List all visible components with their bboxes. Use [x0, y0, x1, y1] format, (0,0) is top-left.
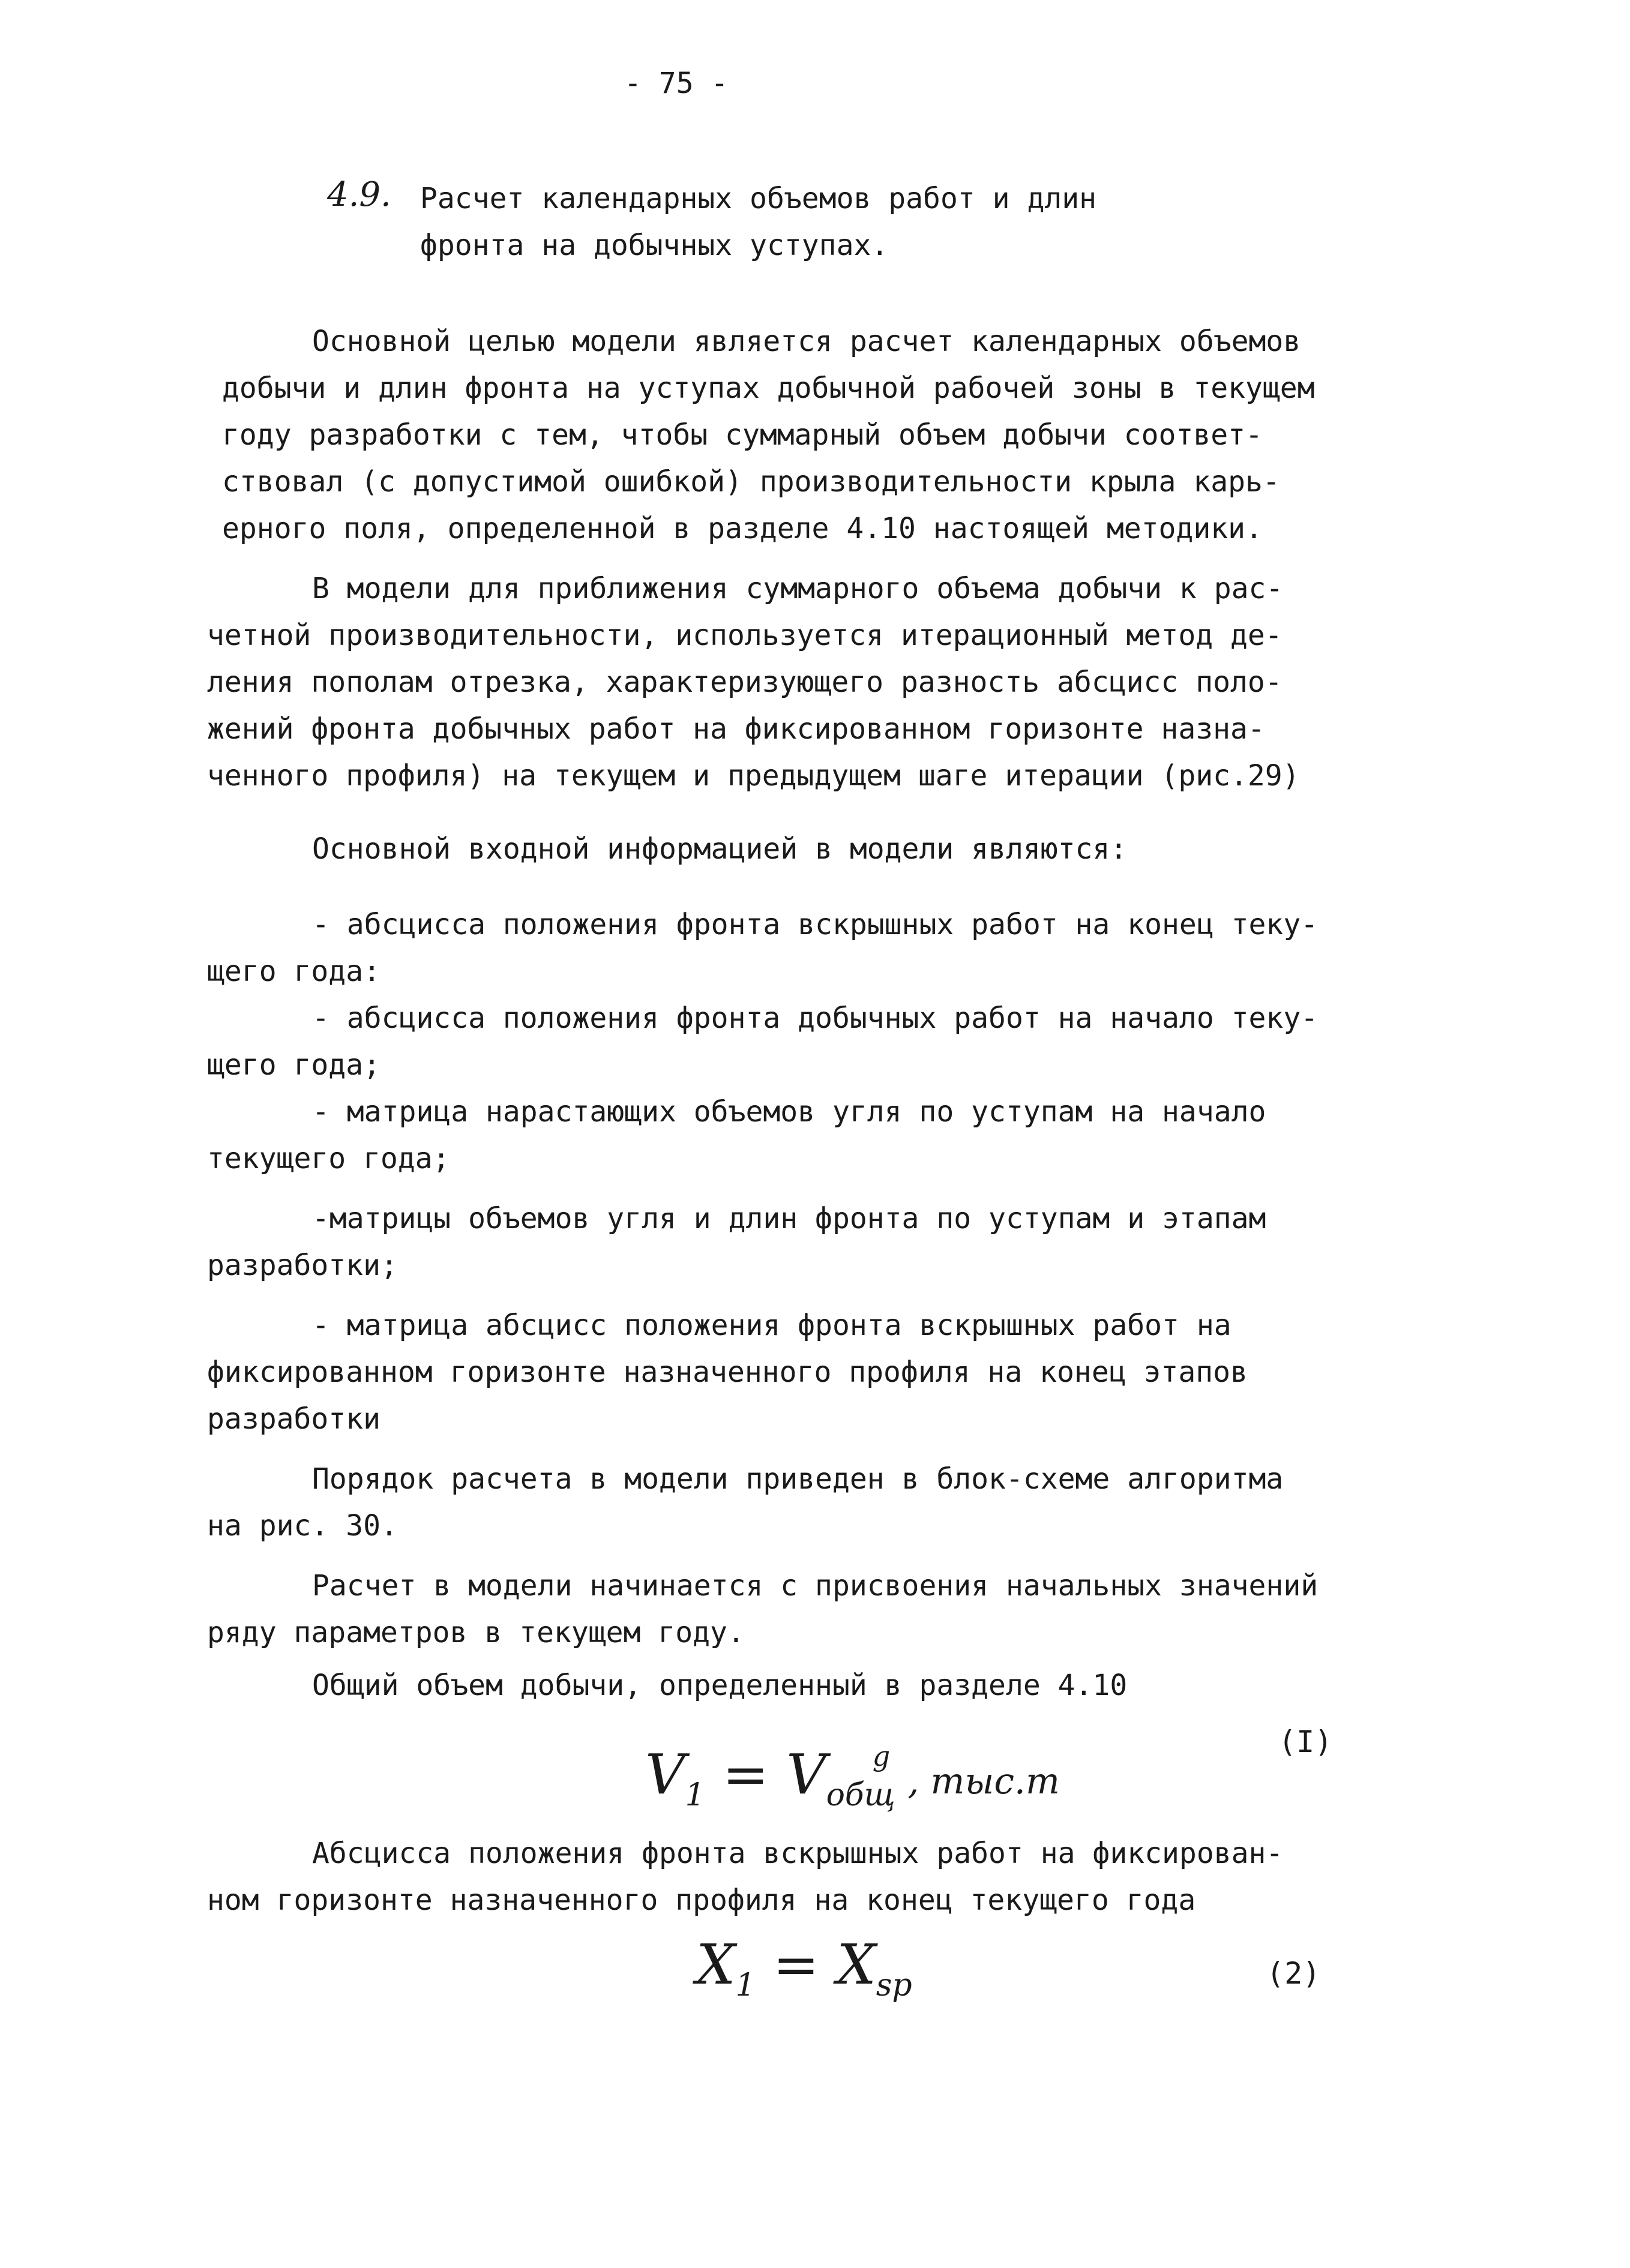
list-item: - абсцисса положения фронта добычных работ на начало теку-: [312, 1001, 1319, 1035]
formula-superscript: g: [872, 1740, 891, 1772]
page-number: - 75 -: [624, 67, 729, 100]
text-line: Расчет в модели начинается с присвоения начальных значений: [312, 1569, 1319, 1603]
text-line: на рис. 30.: [207, 1509, 398, 1543]
section-title-line2: фронта на добычных уступах.: [420, 229, 889, 262]
text-line: ления пополам отрезка, характеризующего разность абсцисс поло-: [207, 665, 1283, 699]
formula-equals: =: [722, 1742, 769, 1807]
section-number: 4.9.: [327, 175, 391, 214]
text-line: Общий объем добычи, определенный в разделе 4.10: [312, 1669, 1128, 1702]
formula-symbol: X: [696, 1933, 736, 1997]
text-line: ченного профиля) на текущем и предыдущем шаге итерации (рис.29): [207, 759, 1300, 793]
list-item: -матрицы объемов угля и длин фронта по уступам и этапам: [312, 1202, 1266, 1235]
text-line: Порядок расчета в модели приведен в блок-схеме алгоритма: [312, 1462, 1284, 1496]
list-item-continuation: щего года:: [207, 955, 380, 988]
text-line: ствовал (с допустимой ошибкой) производительности крыла карь-: [222, 465, 1280, 499]
formula-symbol: V: [645, 1742, 685, 1807]
formula-1: [645, 1723, 1060, 1828]
formula-subscript: 1: [685, 1777, 705, 1813]
list-item-continuation: разработки: [207, 1402, 380, 1436]
formula-2: [696, 1932, 912, 2018]
inputs-intro: Основной входной информацией в модели являются:: [312, 832, 1128, 866]
text-line: ерного поля, определенной в разделе 4.10 настоящей методики.: [222, 512, 1263, 545]
list-item-continuation: фиксированном горизонте назначенного профиля на конец этапов: [207, 1355, 1248, 1389]
list-item: - матрица абсцисс положения фронта вскрышных работ на: [312, 1309, 1232, 1342]
list-item-continuation: щего года;: [207, 1048, 380, 1082]
formula-symbol: V: [786, 1742, 826, 1807]
list-item-continuation: разработки;: [207, 1249, 398, 1282]
section-title-line1: Расчет календарных объемов работ и длин: [420, 182, 1097, 215]
formula-equals: =: [772, 1933, 819, 1997]
text-line: ном горизонте назначенного профиля на конец текущего года: [207, 1883, 1196, 1917]
text-line: Основной целью модели является расчет календарных объемов: [312, 325, 1301, 358]
text-line: жений фронта добычных работ на фиксированном горизонте назна-: [207, 712, 1265, 746]
equation-number: (I): [1278, 1724, 1333, 1759]
text-line: В модели для приближения суммарного объема добычи к рас-: [312, 572, 1284, 605]
equation-number: (2): [1266, 1956, 1321, 1991]
text-line: ряду параметров в текущем году.: [207, 1616, 745, 1649]
formula-subscript: 1: [735, 1967, 756, 2003]
text-line: добычи и длин фронта на уступах добычной рабочей зоны в текущем: [222, 371, 1315, 405]
text-line: году разработки с тем, чтобы суммарный объем добычи соответ-: [222, 418, 1263, 452]
formula-symbol: X: [837, 1933, 876, 1997]
text-line: четной производительности, используется итерационный метод де-: [207, 619, 1283, 652]
text-line: Абсцисса положения фронта вскрышных работ на фиксирован-: [312, 1837, 1284, 1870]
list-item: - абсцисса положения фронта вскрышных работ на конец теку-: [312, 908, 1319, 941]
formula-unit: , тыс.т: [907, 1760, 1060, 1802]
formula-subscript: sp: [876, 1967, 912, 2003]
list-item-continuation: текущего года;: [207, 1142, 450, 1175]
list-item: - матрица нарастающих объемов угля по уступам на начало: [312, 1095, 1266, 1129]
formula-subscript: общ: [826, 1777, 895, 1813]
